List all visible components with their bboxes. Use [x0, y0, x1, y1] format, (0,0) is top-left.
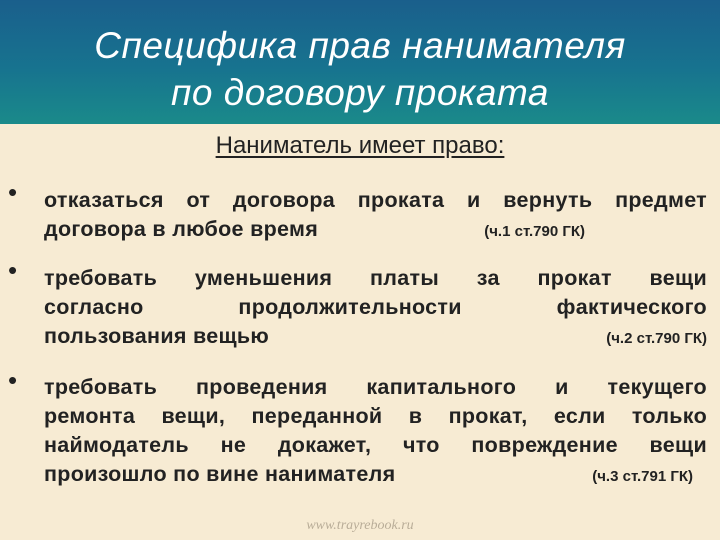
- item-3-line-2: ремонта вещи, переданной в прокат, если только: [44, 404, 707, 428]
- item-2-line-3: пользования вещью: [44, 324, 270, 348]
- list-item-3: [44, 373, 707, 491]
- slide-title-line-1: Специфика прав нанимателя: [94, 25, 626, 66]
- item-3-line-4: произошло по вине нанимателя: [44, 462, 396, 486]
- item-2-reference: (ч.2 ст.790 ГК): [606, 330, 707, 347]
- item-3-last-row: [44, 460, 707, 491]
- bullet-icon: •: [8, 255, 18, 285]
- slide-title: [0, 22, 720, 116]
- item-3-reference: (ч.3 ст.791 ГК): [592, 468, 693, 485]
- item-1-line-1: отказаться от договора проката и вернуть предмет: [44, 188, 707, 212]
- item-3-line-3: наймодатель не докажет, что повреждение вещи: [44, 433, 707, 457]
- item-2-line-2: согласно продолжительности фактического: [44, 295, 707, 319]
- item-2-last-row: [44, 322, 707, 353]
- item-1-last-row: [44, 215, 707, 246]
- slide-subtitle: Наниматель имеет право:: [215, 132, 505, 159]
- title-banner: [0, 0, 720, 124]
- list-item-1: [44, 186, 707, 246]
- slide-title-line-2: по договору проката: [171, 72, 549, 113]
- bullet-icon: •: [8, 177, 18, 207]
- list-item-2: [44, 264, 707, 353]
- item-1-reference: (ч.1 ст.790 ГК): [484, 223, 585, 240]
- bullet-icon: •: [8, 365, 18, 395]
- item-3-line-1: требовать проведения капитального и текущего: [44, 375, 707, 399]
- item-2-line-1: требовать уменьшения платы за прокат вещи: [44, 266, 707, 290]
- watermark: www.trayrebook.ru: [306, 518, 414, 533]
- item-1-line-2: договора в любое время: [44, 217, 319, 241]
